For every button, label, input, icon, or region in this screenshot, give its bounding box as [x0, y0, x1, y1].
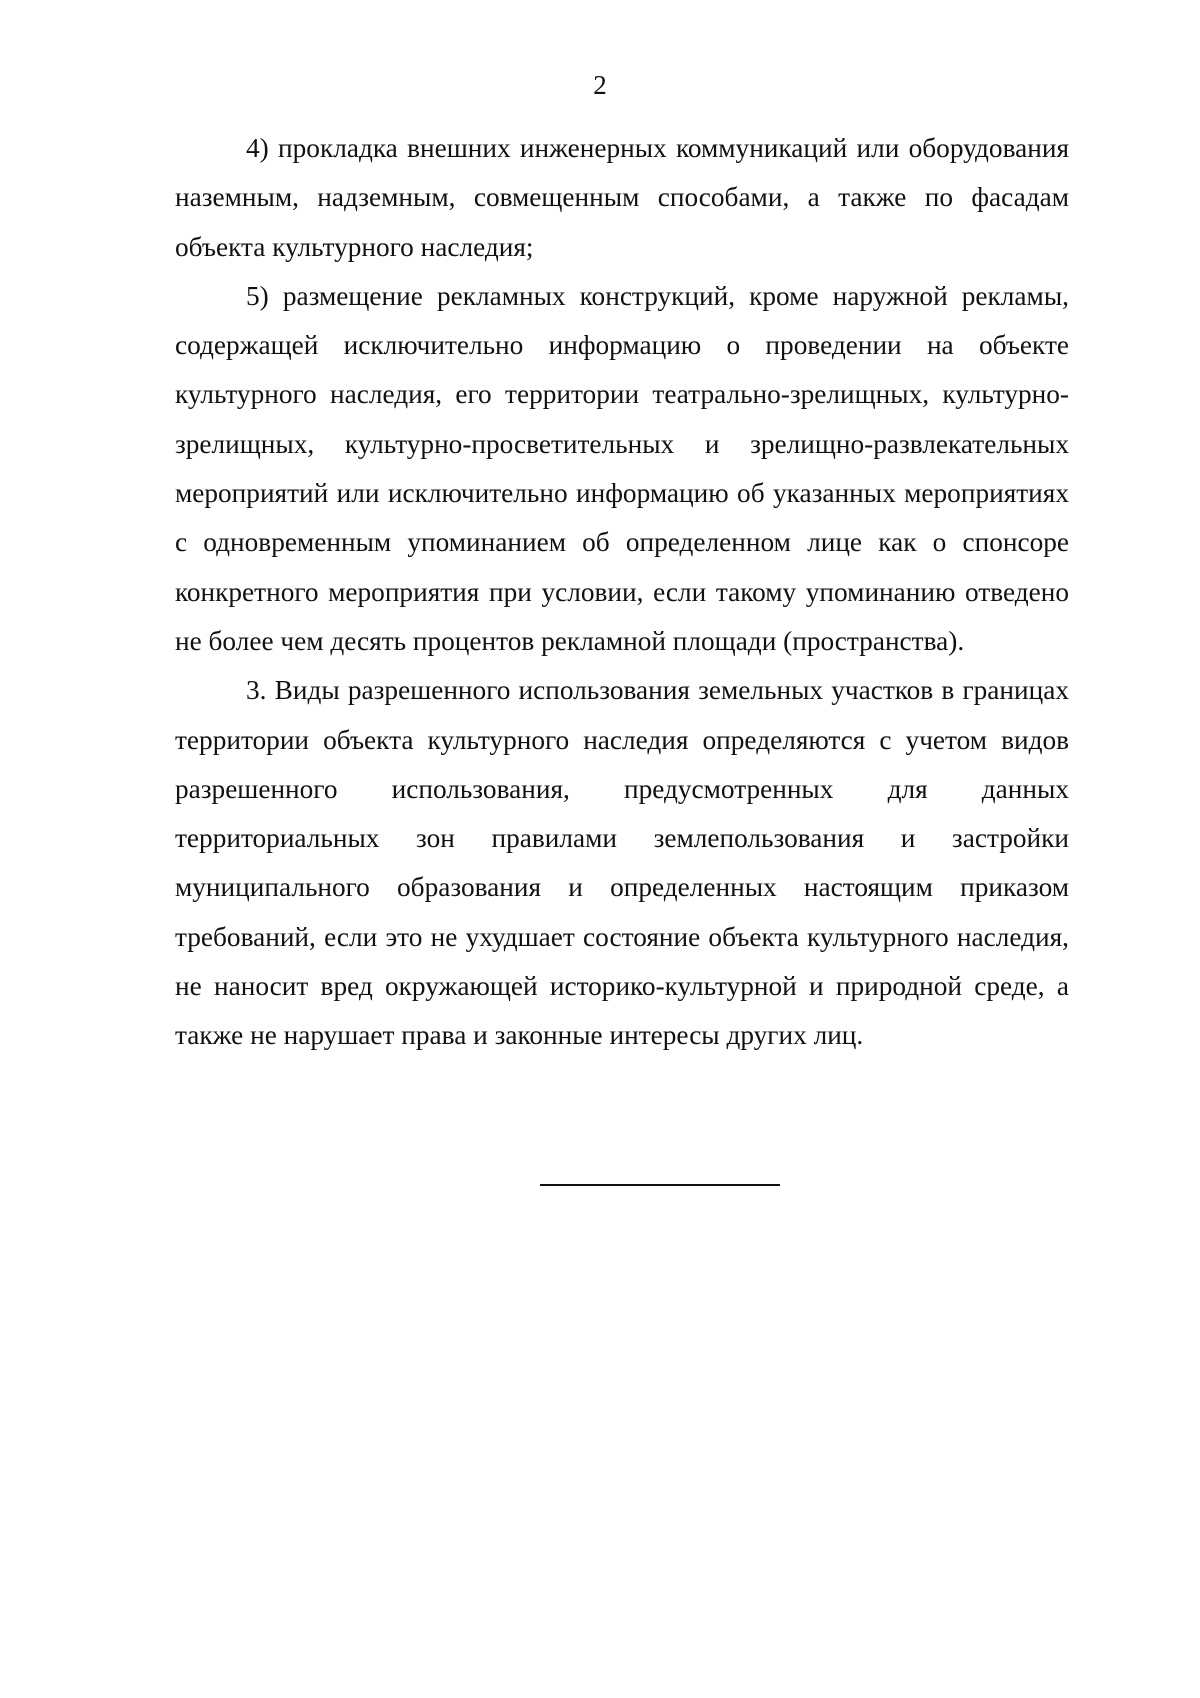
document-body — [175, 124, 1069, 1061]
paragraph-item-4: 4) прокладка внешних инженерных коммуникаций или оборудования наземным, надземным, совмещенным способами, а также по фасадам объекта культурного наследия; — [175, 133, 1069, 262]
paragraph-item-5: 5) размещение рекламных конструкций, кроме наружной рекламы, содержащей исключительно информацию о проведении на объекте культурного наследия, его территории театрально-зрелищных, культурно-зрелищных, культурно-просветительных и зрелищно-развлекательных мероприятий или исключительно информацию об указанных мероприятиях с одновременным упоминанием об определенном лице как о спонсоре конкретного мероприятия при условии, если такому упоминанию отведено не более чем десять процентов рекламной площади (пространства). — [175, 280, 1069, 656]
paragraph-section-3: 3. Виды разрешенного использования земельных участков в границах территории объекта культурного наследия определяются с учетом видов разрешенного использования, предусмотренных для данных территориальных зон правилами землепользования и застройки муниципального образования и определенных настоящим приказом требований, если это не ухудшает состояние объекта культурного наследия, не наносит вред окружающей историко-культурной и природной среде, а также не нарушает права и законные интересы других лиц. — [175, 675, 1069, 1051]
closing-divider-line — [540, 1184, 780, 1186]
page-number: 2 — [593, 70, 607, 100]
